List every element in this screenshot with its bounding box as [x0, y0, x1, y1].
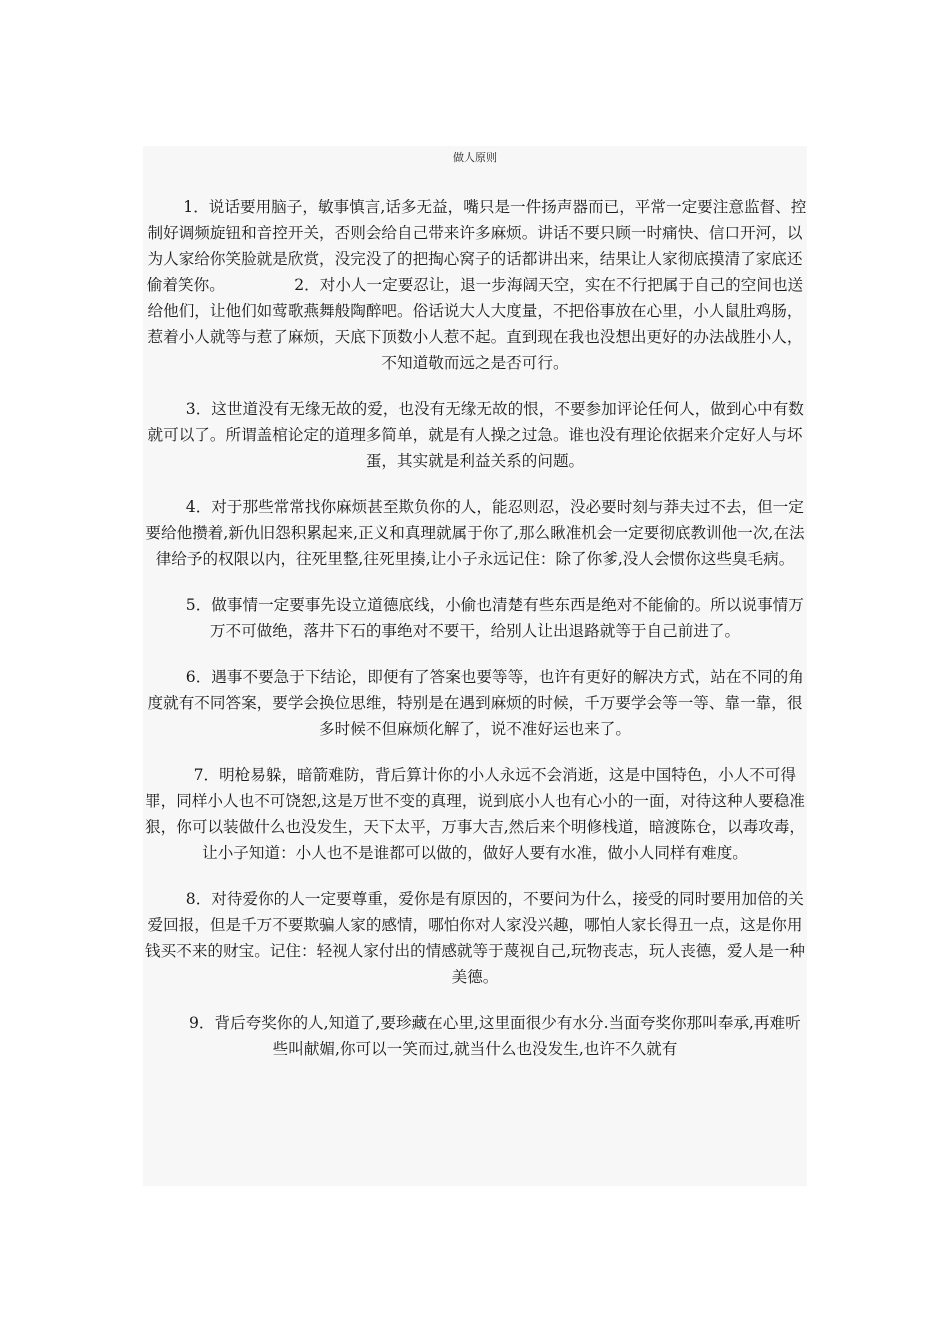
- paragraph: 6．遇事不要急于下结论，即便有了答案也要等等，也许有更好的解决方式，站在不同的角度就有不同答案，要学会换位思维，特别是在遇到麻烦的时候，千万要学会等一等、靠一靠，很多时候不但麻烦化解了，说不准好运也来了。: [146, 668, 804, 738]
- paragraph: 5．做事情一定要事先设立道德底线，小偷也清楚有些东西是绝对不能偷的。所以说事情万万不可做绝，落井下石的事绝对不要干，给别人让出退路就等于自己前进了。: [146, 596, 804, 640]
- paragraph: 3．这世道没有无缘无故的爱，也没有无缘无故的恨，不要参加评论任何人，做到心中有数就可以了。所谓盖棺论定的道理多简单，就是有人操之过急。谁也没有理论依据来介定好人与坏蛋，其实就是利益关系的问题。: [146, 400, 804, 470]
- paragraph: 4．对于那些常常找你麻烦甚至欺负你的人，能忍则忍，没必要时刻与莽夫过不去，但一定要给他攒着,新仇旧怨积累起来,正义和真理就属于你了,那么瞅准机会一定要彻底教训他一次,在法律给予的权限以内，往死里整,往死里揍,让小子永远记住：除了你爹,没人会惯你这些臭毛病。: [145, 498, 805, 568]
- document-title: 做人原则: [453, 151, 497, 164]
- paragraph: 1．说话要用脑子，敏事慎言,话多无益，嘴只是一件扬声器而已，平常一定要注意监督、控制好调频旋钮和音控开关，否则会给自己带来许多麻烦。讲话不要只顾一时痛快、信口开河，以为人家给你笑脸就是欣赏，没完没了的把掏心窝子的话都讲出来，结果让人家彻底摸清了家底还偷着笑你。 2．对小人一定要忍让，退一步海阔天空，实在不行把属于自己的空间也送给他们，让他们如莺歌燕舞般陶醉吧。俗话说大人大度量，不把俗事放在心里，小人鼠肚鸡肠，惹着小人就等与惹了麻烦，天底下顶数小人惹不起。直到现在我也没想出更好的办法战胜小人，不知道敬而远之是否可行。: [143, 198, 807, 372]
- paragraph: 8．对待爱你的人一定要尊重，爱你是有原因的，不要问为什么，接受的同时要用加倍的关爱回报，但是千万不要欺骗人家的感情，哪怕你对人家没兴趣，哪怕人家长得丑一点，这是你用钱买不来的财宝。记住：轻视人家付出的情感就等于蔑视自己,玩物丧志，玩人丧德，爱人是一种美德。: [145, 890, 805, 986]
- paragraph: 9．背后夸奖你的人,知道了,要珍藏在心里,这里面很少有水分.当面夸奖你那叫奉承,再难听些叫献媚,你可以一笑而过,就当什么也没发生,也许不久就有: [149, 1014, 801, 1058]
- paragraph: 7．明枪易躲，暗箭难防，背后算计你的小人永远不会消逝，这是中国特色，小人不可得罪，同样小人也不可饶恕,这是万世不变的真理，说到底小人也有心小的一面，对待这种人要稳准狠，你可以装做什么也没发生，天下太平，万事大吉,然后来个明修栈道，暗渡陈仓，以毒攻毒，让小子知道：小人也不是谁都可以做的，做好人要有水准，做小人同样有难度。: [145, 766, 805, 862]
- document-body: [143, 194, 807, 1186]
